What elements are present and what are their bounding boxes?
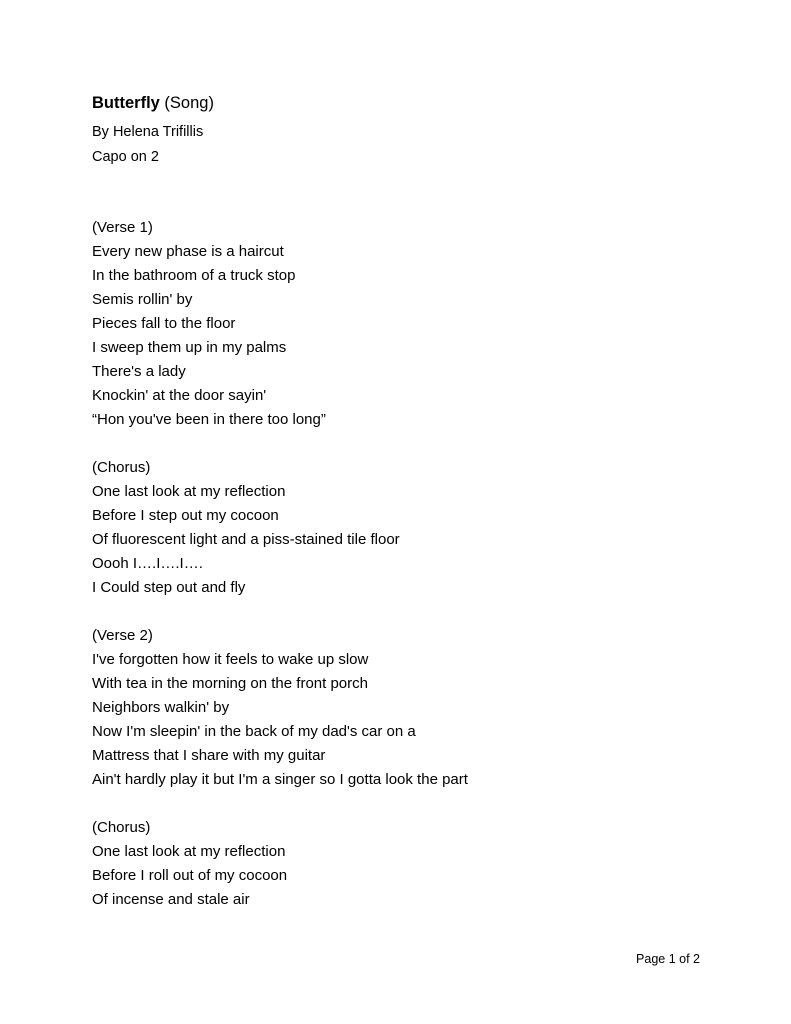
lyric-line: I sweep them up in my palms [92, 339, 287, 356]
byline: By Helena Trifillis [92, 124, 204, 140]
page-title-sub: (Song) [159, 94, 214, 112]
lyric-line: With tea in the morning on the front porch [92, 675, 368, 692]
lyric-line: Of incense and stale air [92, 891, 250, 908]
lyric-line: I've forgotten how it feels to wake up slow [92, 651, 369, 668]
section-spacer [92, 792, 712, 816]
lyric-line: “Hon you've been in there too long” [92, 411, 326, 428]
document-body [92, 92, 712, 912]
page-footer: Page 1 of 2 [636, 952, 700, 966]
lyric-line: Mattress that I share with my guitar [92, 747, 326, 764]
lyric-line: Every new phase is a haircut [92, 243, 284, 260]
lyric-line: I Could step out and fly [92, 579, 246, 596]
lyric-line: Pieces fall to the floor [92, 315, 236, 332]
lyrics-container [92, 216, 712, 912]
lyric-line: Before I step out my cocoon [92, 507, 279, 524]
lyric-line: Neighbors walkin' by [92, 699, 230, 716]
lyric-line: Semis rollin' by [92, 291, 193, 308]
section-label: (Chorus) [92, 459, 151, 476]
page-title [92, 92, 712, 114]
lyric-line: There's a lady [92, 363, 186, 380]
lyrics-section [92, 216, 712, 432]
section-label: (Chorus) [92, 819, 151, 836]
lyrics-section [92, 456, 712, 600]
lyric-line: Knockin' at the door sayin' [92, 387, 267, 404]
page-title-main: Butterfly [92, 94, 160, 112]
lyrics-section [92, 816, 712, 912]
lyric-line: Of fluorescent light and a piss-stained tile floor [92, 531, 400, 548]
lyric-line: In the bathroom of a truck stop [92, 267, 296, 284]
lyric-line: Before I roll out of my cocoon [92, 867, 288, 884]
lyric-line: One last look at my reflection [92, 843, 286, 860]
lyrics-section [92, 624, 712, 792]
section-spacer [92, 432, 712, 456]
capo-note: Capo on 2 [92, 149, 159, 165]
lyric-line: Ain't hardly play it but I'm a singer so I gotta look the part [92, 771, 468, 788]
section-spacer [92, 600, 712, 624]
lyric-line: Now I'm sleepin' in the back of my dad's car on a [92, 723, 416, 740]
section-label: (Verse 1) [92, 219, 153, 236]
section-label: (Verse 2) [92, 627, 153, 644]
lyric-line: Oooh I….I….I…. [92, 555, 203, 572]
lyric-line: One last look at my reflection [92, 483, 286, 500]
